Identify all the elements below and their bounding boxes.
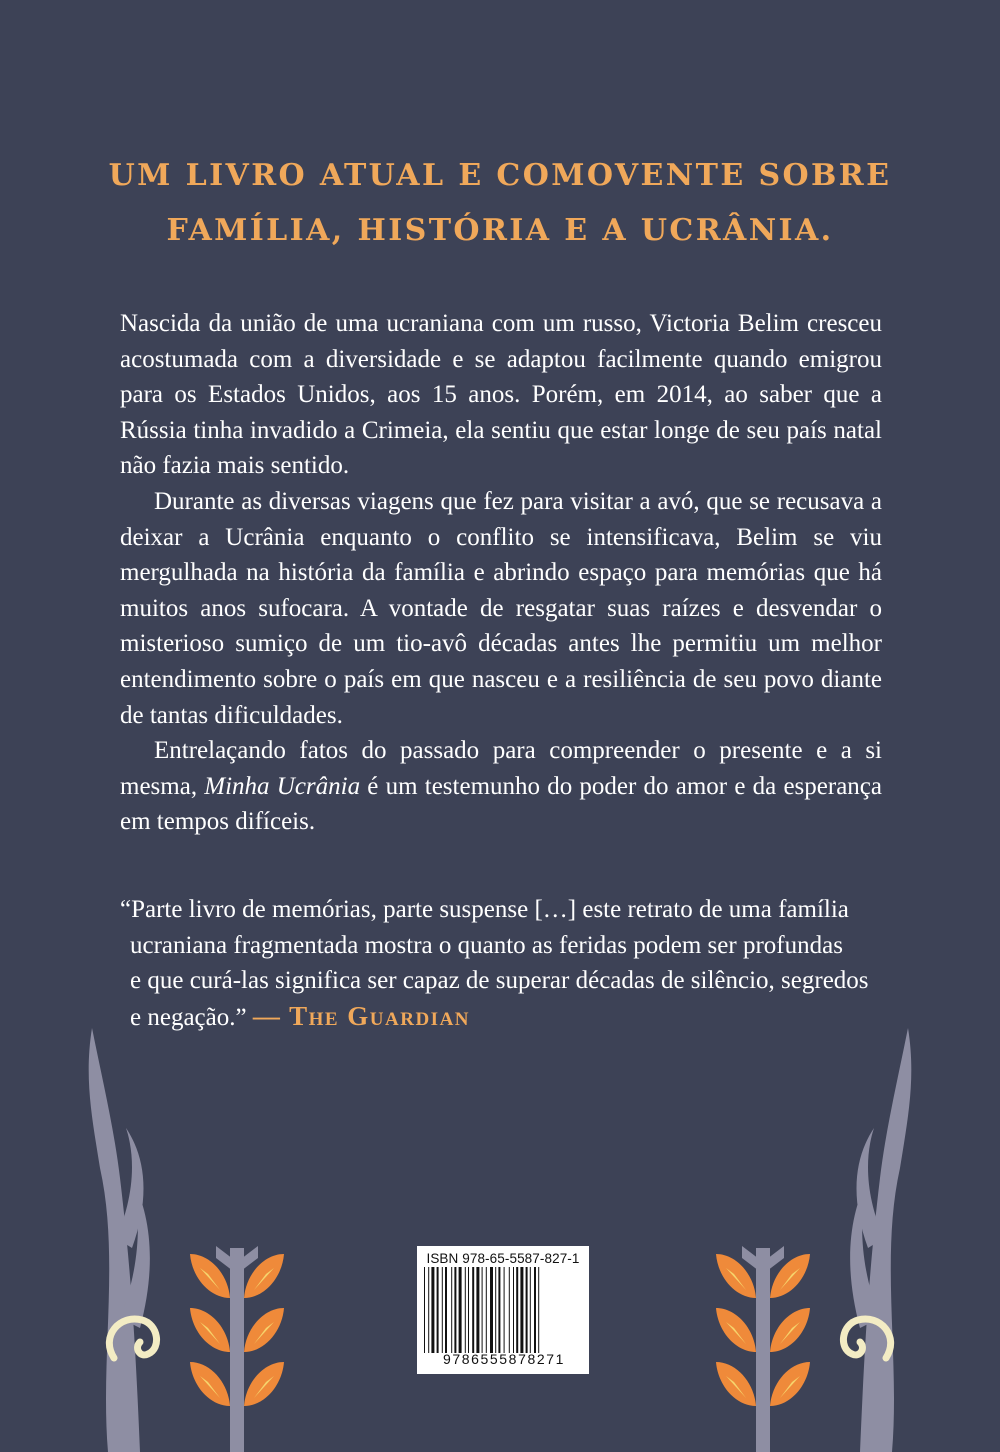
- synopsis-paragraph-3: [120, 733, 882, 840]
- barcode-digits: 9786555878271: [442, 1351, 566, 1367]
- right-wheat-ornament: [660, 1018, 920, 1452]
- grass-blade-icon: [89, 1028, 150, 1452]
- synopsis-p3-start: Entrelaçando fatos do passado para compreender o presente e a si mesma,: [120, 737, 882, 800]
- headline: [60, 148, 940, 258]
- synopsis: [120, 306, 882, 840]
- quote-line-1: “Parte livro de memórias, parte suspense […] este retrato de uma família: [120, 896, 849, 923]
- isbn-label: ISBN 978-65-5587-827-1: [426, 1251, 580, 1266]
- quote-line-2: ucraniana fragmentada mostra o quanto as feridas podem ser profundas: [130, 931, 843, 959]
- quote-line-3: e que curá-las significa ser capaz de superar décadas de silêncio, segredos: [130, 967, 869, 995]
- review-quote: [120, 892, 890, 1035]
- headline-line-2: FAMÍLIA, HISTÓRIA E A UCRÂNIA.: [166, 213, 834, 248]
- quote-line-4-text: e negação.”: [130, 1003, 247, 1031]
- synopsis-p3-end: é um testemunho do poder do amor e da esperança em tempos difíceis.: [120, 772, 882, 836]
- book-title: Minha Ucrânia: [204, 772, 361, 800]
- wheat-stalk-icon: [716, 1246, 810, 1452]
- barcode-bars: [424, 1267, 584, 1353]
- quote-source: — The Guardian: [252, 1000, 471, 1031]
- headline-line-1: UM LIVRO ATUAL E COMOVENTE SOBRE: [108, 158, 892, 193]
- isbn-barcode: [417, 1246, 589, 1374]
- left-wheat-ornament: [80, 1018, 340, 1452]
- synopsis-paragraph-1: Nascida da união de uma ucraniana com um russo, Victoria Belim cresceu acostumada com a diversidade e se adaptou facilmente quando emigrou para os Estados Unidos, aos 15 anos. Porém, em 2014, ao saber que a Rússia tinha invadido a Crimeia, ela sentiu que estar longe de seu país natal não fazia mais sentido.: [120, 310, 882, 480]
- wheat-stalk-icon: [190, 1246, 284, 1452]
- synopsis-paragraph-2: Durante as diversas viagens que fez para visitar a avó, que se recusava a deixar a Ucrânia enquanto o conflito se intensificava, Belim se viu mergulhada na história da família e abrindo espaço para memórias que há muitos anos sufocara. A vontade de resgatar suas raízes e desvendar o misterioso sumiço de um tio-avô décadas antes lhe permitiu um melhor entendimento sobre o país em que nasceu e a resiliência de seu povo diante de tantas dificuldades.: [120, 487, 882, 729]
- grass-blade-icon: [850, 1028, 911, 1452]
